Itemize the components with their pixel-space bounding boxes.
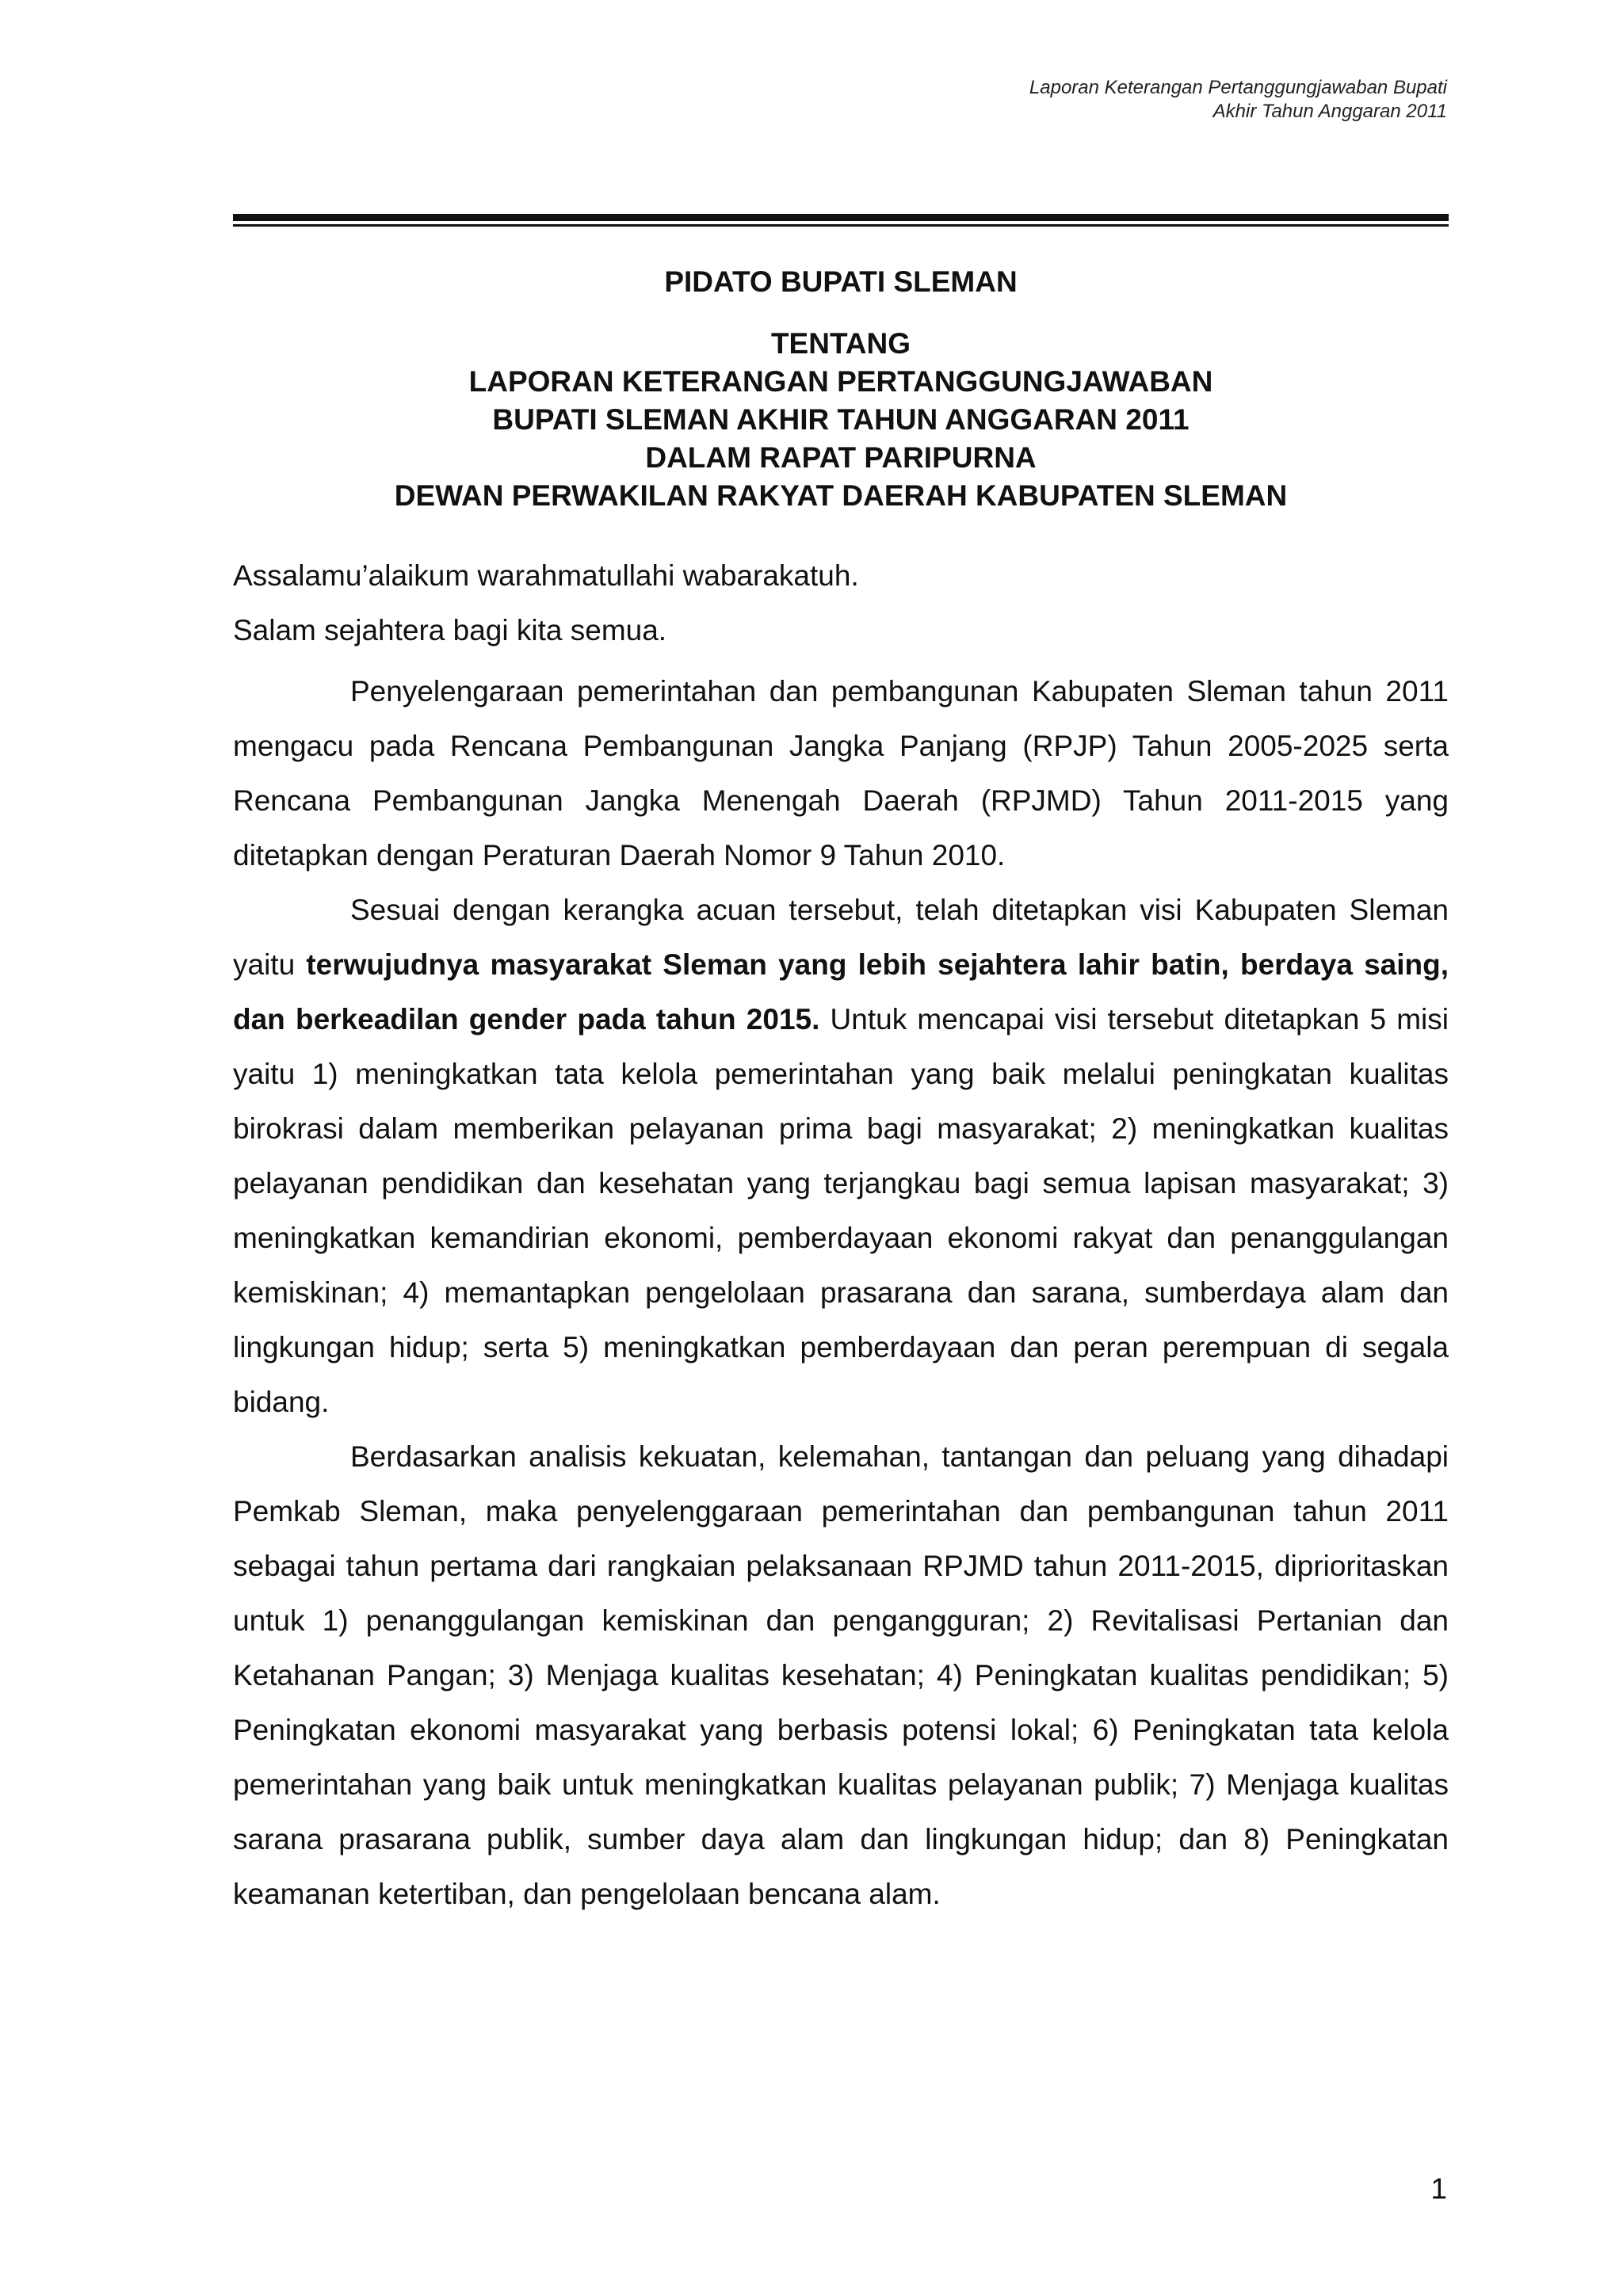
- vision-statement: terwujudnya masyarakat Sleman yang lebih sejahtera lahir batin, berdaya saing, dan berkeadilan gender pada tahun 2015.: [233, 948, 1449, 1035]
- title-line-1: PIDATO BUPATI SLEMAN: [664, 265, 1018, 298]
- document-body: [233, 548, 1449, 1921]
- title-line-3: LAPORAN KETERANGAN PERTANGGUNGJAWABAN: [468, 365, 1213, 398]
- title-line-5: DALAM RAPAT PARIPURNA: [645, 441, 1037, 474]
- paragraph-2-intro: Sesuai dengan kerangka acuan tersebut, telah ditetapkan visi Kabupaten Sleman yaitu: [233, 894, 1449, 981]
- title-line-2: TENTANG: [770, 327, 911, 360]
- running-header-line-1: Laporan Keterangan Pertanggungjawaban Bupati: [1029, 77, 1447, 98]
- page-number: 1: [1430, 2172, 1447, 2205]
- running-header-line-2: Akhir Tahun Anggaran 2011: [1212, 101, 1447, 122]
- document-title: [233, 263, 1449, 515]
- running-header: [1029, 76, 1447, 124]
- header-rule-thin: [233, 224, 1449, 227]
- title-line-4: BUPATI SLEMAN AKHIR TAHUN ANGGARAN 2011: [492, 403, 1190, 436]
- greeting-line-2: Salam sejahtera bagi kita semua.: [233, 614, 667, 646]
- paragraph-1: Penyelengaraan pemerintahan dan pembangunan Kabupaten Sleman tahun 2011 mengacu pada Rencana Pembangunan Jangka Panjang (RPJP) Tahun 2005-2025 serta Rencana Pembangunan Jangka Menengah Daerah (RPJMD) Tahun 2011-2015 yang ditetapkan dengan Peraturan Daerah Nomor 9 Tahun 2010.: [233, 675, 1449, 871]
- greeting-line-1: Assalamu’alaikum warahmatullahi wabarakatuh.: [233, 559, 859, 592]
- title-line-6: DEWAN PERWAKILAN RAKYAT DAERAH KABUPATEN SLEMAN: [394, 479, 1288, 512]
- paragraph-3: Berdasarkan analisis kekuatan, kelemahan, tantangan dan peluang yang dihadapi Pemkab Sleman, maka penyelenggaraan pemerintahan dan pembangunan tahun 2011 sebagai tahun pertama dari rangkaian pelaksanaan RPJMD tahun 2011-2015, diprioritaskan untuk 1) penanggulangan kemiskinan dan pengangguran; 2) Revitalisasi Pertanian dan Ketahanan Pangan; 3) Menjaga kualitas kesehatan; 4) Peningkatan kualitas pendidikan; 5) Peningkatan ekonomi masyarakat yang berbasis potensi lokal; 6) Peningkatan tata kelola pemerintahan yang baik untuk meningkatkan kualitas pelayanan publik; 7) Menjaga kualitas sarana prasarana publik, sumber daya alam dan lingkungan hidup; dan 8) Peningkatan keamanan ketertiban, dan pengelolaan bencana alam.: [233, 1440, 1449, 1910]
- paragraph-2-missions: Untuk mencapai visi tersebut ditetapkan 5 misi yaitu 1) meningkatkan tata kelola pemerintahan yang baik melalui peningkatan kualitas birokrasi dalam memberikan pelayanan prima bagi masyarakat; 2) meningkatkan kualitas pelayanan pendidikan dan kesehatan yang terjangkau bagi semua lapisan masyarakat; 3) meningkatkan kemandirian ekonomi, pemberdayaan ekonomi rakyat dan penanggulangan kemiskinan; 4) memantapkan pengelolaan prasarana dan sarana, sumberdaya alam dan lingkungan hidup; serta 5) meningkatkan pemberdayaan dan peran perempuan di segala bidang.: [233, 1003, 1449, 1418]
- paragraph-2: [233, 883, 1449, 1429]
- header-rule-thick: [233, 214, 1449, 221]
